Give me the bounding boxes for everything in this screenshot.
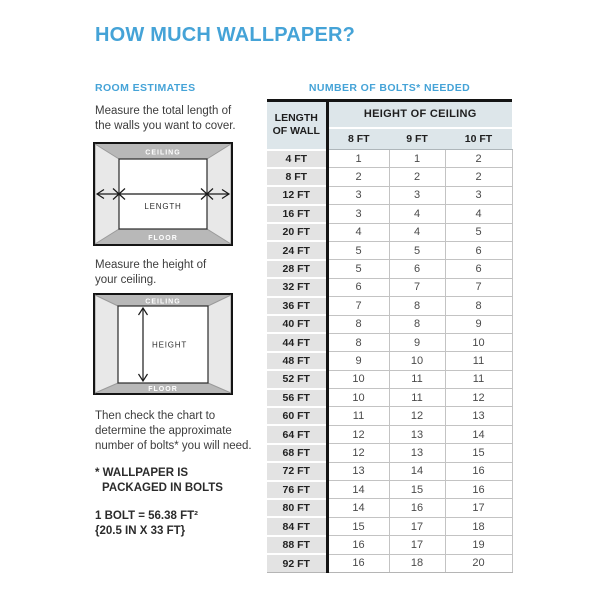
bolt-count-cell: 14 bbox=[445, 425, 512, 443]
bolt-count-cell: 16 bbox=[445, 462, 512, 480]
bolt-count-cell: 8 bbox=[445, 297, 512, 315]
bolt-count-cell: 9 bbox=[327, 352, 389, 370]
table-row bbox=[267, 297, 512, 315]
ceiling-label: CEILING bbox=[145, 149, 181, 157]
table-row bbox=[267, 205, 512, 223]
wall-length-label: 16 FT bbox=[267, 205, 327, 223]
floor-label: FLOOR bbox=[148, 235, 178, 242]
wall-length-label: 20 FT bbox=[267, 223, 327, 241]
bolt-count-cell: 15 bbox=[327, 517, 389, 535]
bolt-count-cell: 7 bbox=[389, 278, 445, 296]
wall-length-label: 12 FT bbox=[267, 186, 327, 204]
bolt-count-cell: 9 bbox=[445, 315, 512, 333]
wall-length-label: 88 FT bbox=[267, 536, 327, 554]
table-row bbox=[267, 462, 512, 480]
bolt-count-cell: 6 bbox=[445, 241, 512, 259]
wall-length-label: 28 FT bbox=[267, 260, 327, 278]
table-row bbox=[267, 333, 512, 351]
table-row bbox=[267, 186, 512, 204]
column-header-9ft: 9 FT bbox=[389, 128, 445, 150]
bolts-table-body bbox=[267, 150, 512, 573]
bolt-count-cell: 6 bbox=[445, 260, 512, 278]
bolt-count-cell: 10 bbox=[327, 370, 389, 388]
bolt-count-cell: 12 bbox=[327, 425, 389, 443]
footnote-line: PACKAGED IN BOLTS bbox=[102, 481, 223, 494]
wall-length-label: 64 FT bbox=[267, 425, 327, 443]
table-row bbox=[267, 150, 512, 168]
bolt-spec-line: {20.5 IN X 33 FT} bbox=[95, 524, 186, 537]
table-row bbox=[267, 315, 512, 333]
wall-length-label: 76 FT bbox=[267, 481, 327, 499]
table-row bbox=[267, 370, 512, 388]
bolt-count-cell: 3 bbox=[389, 186, 445, 204]
bolt-count-cell: 19 bbox=[445, 536, 512, 554]
ceiling-label: CEILING bbox=[145, 298, 181, 306]
bolt-count-cell: 2 bbox=[389, 168, 445, 186]
bolt-count-cell: 17 bbox=[389, 536, 445, 554]
bolt-count-cell: 4 bbox=[389, 223, 445, 241]
bolt-count-cell: 3 bbox=[445, 186, 512, 204]
wall-length-label: 72 FT bbox=[267, 462, 327, 480]
bolt-count-cell: 14 bbox=[389, 462, 445, 480]
bolt-count-cell: 12 bbox=[327, 444, 389, 462]
length-diagram bbox=[93, 142, 233, 246]
bolt-count-cell: 16 bbox=[327, 554, 389, 572]
page-title: HOW MUCH WALLPAPER? bbox=[95, 24, 356, 46]
bolt-count-cell: 8 bbox=[389, 315, 445, 333]
table-row bbox=[267, 425, 512, 443]
bolt-count-cell: 1 bbox=[327, 150, 389, 168]
wall-length-label: 80 FT bbox=[267, 499, 327, 517]
bolt-count-cell: 4 bbox=[327, 223, 389, 241]
wall-length-label: 24 FT bbox=[267, 241, 327, 259]
bolt-count-cell: 13 bbox=[445, 407, 512, 425]
bolt-count-cell: 17 bbox=[445, 499, 512, 517]
wall-length-label: 68 FT bbox=[267, 444, 327, 462]
length-dimension-label: LENGTH bbox=[144, 202, 182, 211]
bolt-count-cell: 8 bbox=[327, 315, 389, 333]
table-row bbox=[267, 444, 512, 462]
step-chart-text: Then check the chart to determine the approximate number of bolts* you will need. bbox=[95, 410, 252, 453]
bolts-footnote bbox=[95, 466, 223, 496]
bolt-count-cell: 5 bbox=[327, 241, 389, 259]
wall-length-label: 4 FT bbox=[267, 150, 327, 168]
bolt-count-cell: 5 bbox=[389, 241, 445, 259]
step-length-text: Measure the total length of the walls you want to cover. bbox=[95, 105, 236, 133]
wall-length-label: 44 FT bbox=[267, 333, 327, 351]
bolt-count-cell: 4 bbox=[445, 205, 512, 223]
wall-length-label: 92 FT bbox=[267, 554, 327, 572]
bolt-count-cell: 2 bbox=[445, 168, 512, 186]
bolt-count-cell: 16 bbox=[327, 536, 389, 554]
bolt-count-cell: 6 bbox=[389, 260, 445, 278]
bolt-count-cell: 3 bbox=[327, 186, 389, 204]
bolt-count-cell: 11 bbox=[389, 389, 445, 407]
wall-length-label: 56 FT bbox=[267, 389, 327, 407]
bolt-spec-line: 1 BOLT = 56.38 FT² bbox=[95, 510, 198, 522]
bolt-count-cell: 4 bbox=[389, 205, 445, 223]
table-row bbox=[267, 554, 512, 572]
table-header-row bbox=[267, 101, 512, 128]
bolt-count-cell: 3 bbox=[327, 205, 389, 223]
wall-length-label: 52 FT bbox=[267, 370, 327, 388]
wall-length-label: 48 FT bbox=[267, 352, 327, 370]
table-row bbox=[267, 168, 512, 186]
table-row bbox=[267, 536, 512, 554]
bolt-count-cell: 8 bbox=[389, 297, 445, 315]
table-row bbox=[267, 481, 512, 499]
bolt-count-cell: 18 bbox=[445, 517, 512, 535]
bolt-spec bbox=[95, 509, 198, 539]
bolt-count-cell: 6 bbox=[327, 278, 389, 296]
bolt-count-cell: 10 bbox=[445, 333, 512, 351]
bolts-table bbox=[267, 99, 513, 573]
table-row bbox=[267, 389, 512, 407]
wall-length-label: 36 FT bbox=[267, 297, 327, 315]
bolt-count-cell: 8 bbox=[327, 333, 389, 351]
table-row bbox=[267, 499, 512, 517]
bolt-count-cell: 13 bbox=[389, 444, 445, 462]
table-row bbox=[267, 407, 512, 425]
table-row bbox=[267, 260, 512, 278]
bolt-count-cell: 9 bbox=[389, 333, 445, 351]
room-estimates-heading: ROOM ESTIMATES bbox=[95, 82, 196, 94]
step-height-text: Measure the height of your ceiling. bbox=[95, 259, 207, 287]
height-diagram bbox=[93, 293, 233, 395]
bolt-count-cell: 11 bbox=[389, 370, 445, 388]
bolt-count-cell: 17 bbox=[389, 517, 445, 535]
bolt-count-cell: 13 bbox=[327, 462, 389, 480]
column-header-10ft: 10 FT bbox=[445, 128, 512, 150]
bolt-count-cell: 1 bbox=[389, 150, 445, 168]
bolt-count-cell: 12 bbox=[445, 389, 512, 407]
bolt-count-cell: 11 bbox=[445, 370, 512, 388]
bolt-count-cell: 10 bbox=[327, 389, 389, 407]
bolts-needed-heading: NUMBER OF BOLTS* NEEDED bbox=[308, 82, 471, 94]
bolt-count-cell: 13 bbox=[389, 425, 445, 443]
column-group-label: HEIGHT OF CEILING bbox=[327, 101, 512, 128]
table-row bbox=[267, 278, 512, 296]
bolt-count-cell: 10 bbox=[389, 352, 445, 370]
bolt-count-cell: 14 bbox=[327, 499, 389, 517]
wall-length-label: 84 FT bbox=[267, 517, 327, 535]
bolt-count-cell: 11 bbox=[445, 352, 512, 370]
wall-length-label: 60 FT bbox=[267, 407, 327, 425]
table-row bbox=[267, 223, 512, 241]
bolt-count-cell: 16 bbox=[389, 499, 445, 517]
bolt-count-cell: 20 bbox=[445, 554, 512, 572]
bolt-count-cell: 15 bbox=[445, 444, 512, 462]
bolt-count-cell: 7 bbox=[327, 297, 389, 315]
wall-length-label: 40 FT bbox=[267, 315, 327, 333]
bolt-count-cell: 15 bbox=[389, 481, 445, 499]
wall-length-label: 8 FT bbox=[267, 168, 327, 186]
table-row bbox=[267, 241, 512, 259]
table-row bbox=[267, 517, 512, 535]
bolt-count-cell: 12 bbox=[389, 407, 445, 425]
column-header-8ft: 8 FT bbox=[327, 128, 389, 150]
bolt-count-cell: 5 bbox=[445, 223, 512, 241]
bolt-count-cell: 5 bbox=[327, 260, 389, 278]
row-header-label: LENGTH OF WALL bbox=[267, 101, 327, 150]
footnote-line: * WALLPAPER IS bbox=[95, 467, 189, 479]
bolt-count-cell: 11 bbox=[327, 407, 389, 425]
bolt-count-cell: 16 bbox=[445, 481, 512, 499]
bolt-count-cell: 7 bbox=[445, 278, 512, 296]
bolt-count-cell: 14 bbox=[327, 481, 389, 499]
wall-length-label: 32 FT bbox=[267, 278, 327, 296]
height-dimension-label: HEIGHT bbox=[152, 340, 188, 350]
table-row bbox=[267, 352, 512, 370]
bolt-count-cell: 2 bbox=[445, 150, 512, 168]
floor-label: FLOOR bbox=[148, 386, 178, 393]
bolt-count-cell: 18 bbox=[389, 554, 445, 572]
bolt-count-cell: 2 bbox=[327, 168, 389, 186]
